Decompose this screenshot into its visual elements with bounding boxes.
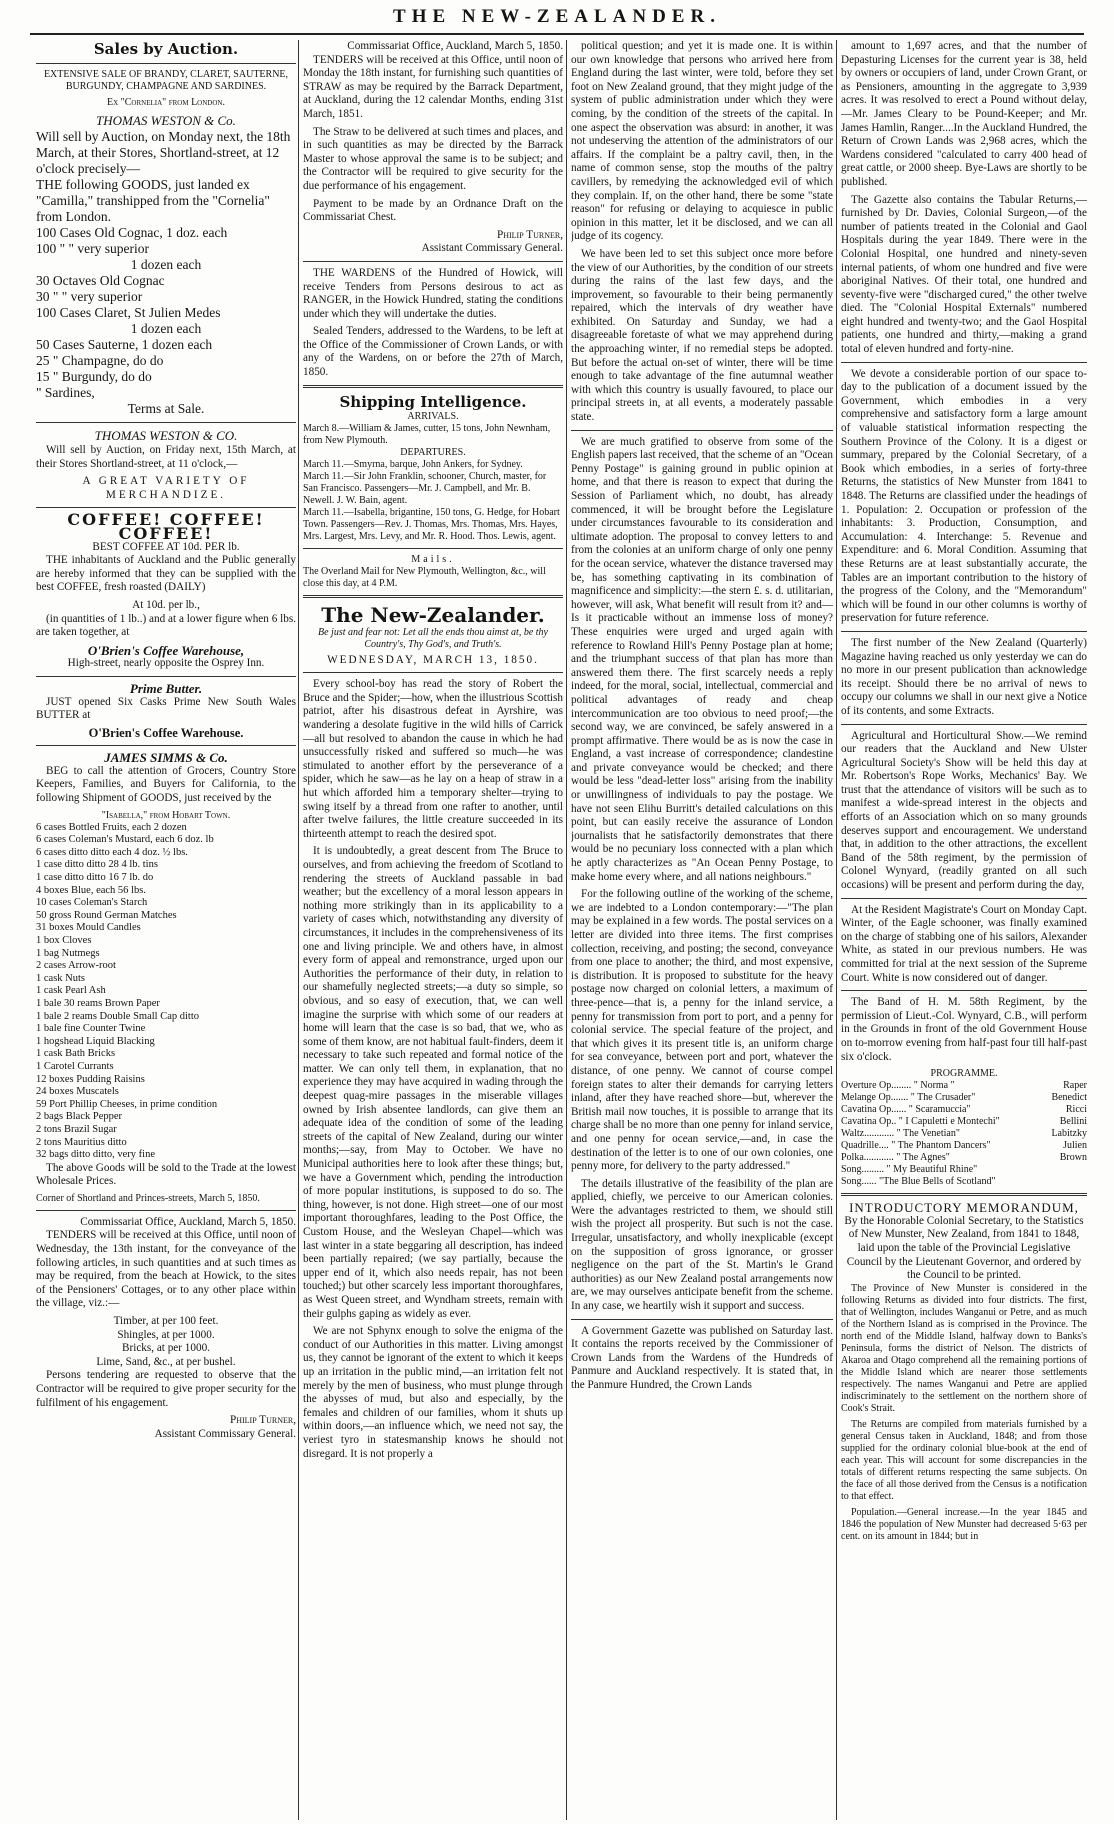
editorial-paragraph: political question; and yet it is made one. It is within our own knowledge that persons who arrived here from England during the last winter, were told, before they set foot on New Zealand ground, that they might judge of the system of public administration under which they were coming, by the condition of the streets of the capital. In one aspect the observation was absurd: in another, it was not undeserving the attention of the administrators of our affairs. If the complaint be a paltry cavil, then, in the name of common sense, stop the mouths of the paltry cavillers, by remedying the acknowledged evil of which they complain. If, on the other hand, there be some "state reason" for refusing or delaying to acquiesce in public opinion in this matter, let it be disclosed, and we can all judge of its cogency. [571,40,833,243]
list-item: 1 bale 30 reams Brown Paper [36,997,160,1009]
column-4 [841,40,1087,1820]
gazette-paragraph: A Government Gazette was published on Saturday last. It contains the reports received by the Commissioner of Crown Lands from the Wardens of the Hundreds of Panmure and Auckland respectively. It is stated that, in the Panmure Hundred, the Crown Lands [571,1324,833,1391]
departure-entry: March 11.—Smyrna, barque, John Ankers, for Sydney. [303,458,523,470]
divider [303,595,563,598]
list-item: 2 cases Arrow-root [36,960,116,972]
editorial-paragraph: Every school-boy has read the story of Robert the Bruce and the Spider;—how, when the illustrious Scottish patriot, after his disastrous defeat in Ayrshire, was wandering a desolate fugitive in the wild hills of Carrick—all but resolved to abandon the cause in which he had unsuccessfully risked and suffered so much—he was stimulated to another effort by the perseverance of a spider, which he saw—as he lay on a heap of straw in a hut which afforded him a temporary shelter—trying to swing itself by a thread from one rafter to another, until after twelve failures, the little creature succeeded in its thirteenth attempt to reach the desired spot. [303,678,563,840]
masthead: THE NEW-ZEALANDER. [393,6,721,27]
cargo-list [36,225,296,417]
divider [571,1319,833,1320]
programme-item: Polka............ " The Agnes" Brown [841,1152,1087,1164]
list-item: Terms at Sale. [127,401,205,416]
column-2 [303,40,563,1820]
list-item: 12 boxes Pudding Raisins [36,1073,145,1085]
list-item: 2 tons Mauritius ditto [36,1136,127,1148]
obrien-name: O'Brien's Coffee Warehouse, [87,642,245,658]
divider [36,745,296,746]
list-item: 50 Cases Sauterne, 1 dozen each [36,337,213,352]
divider [841,724,1087,725]
auction-notice-2: THE following GOODS, just landed ex "Camilla," transhipped from the "Cornelia" from London. [36,177,270,224]
wardens-notice: THE WARDENS of the Hundred of Howick, will receive Tenders from Persons desirous to act as RANGER, in the Howick Hundred, stating the conditions under which they will undertake the duties. [303,266,563,320]
column-3 [571,40,833,1820]
departures-heading: DEPARTURES. [400,446,466,458]
list-item: 100 Cases Old Cognac, 1 doz. each [36,225,228,240]
list-item: Bricks, at per 1000. [122,1342,210,1355]
list-item: 30 Octaves Old Cognac [36,273,165,288]
list-item: 6 cases ditto ditto each 4 doz. ½ lbs. [36,846,188,858]
masthead-rule [30,33,1084,35]
coffee-rate: At 10d. per lb., [132,598,200,611]
divider [303,385,563,388]
butter-heading: Prime Butter. [129,680,203,696]
signature-title: Assistant Commissary General. [421,242,563,255]
auction-notice-3: Will sell by Auction, on Friday next, 15th March, at their Stores Shortland-street, at 11 o'clock,— [36,444,296,470]
divider [303,548,563,549]
departure-entry: March 11.—Isabella, brigantine, 150 tons, G. Hedge, for Hobart Town. Passengers—Rev. J. Thomas, Mrs. Thomas, Mrs. Hayes, Mrs. Largest, Mrs. Levy, and Mr. R. Hood. Thos. Lewis, agent. [303,506,560,542]
list-item: 6 cases Coleman's Mustard, each 6 doz. lb [36,834,214,846]
column-rule [298,40,299,1820]
list-item: 1 bale fine Counter Twine [36,1023,146,1035]
straw-tender: TENDERS will be received at this Office, until noon of Monday the 18th instant, for furnishing such quantities of STRAW as may be required by the Barrack Department, at Auckland, during the 12 calendar Months, ending 31st March, 1851. [303,53,563,120]
signature-title: Assistant Commissary General. [154,1427,296,1440]
list-item: 1 hogshead Liquid Blacking [36,1035,155,1047]
list-item: 15 " Burgundy, do do [36,369,152,384]
list-item: 1 cask Bath Bricks [36,1048,116,1060]
programme-item: Song...... "The Blue Bells of Scotland" [841,1176,996,1188]
arrival-entry: March 8.—William & James, cutter, 15 tons, John Newnham, from New Plymouth. [303,422,551,446]
simms-ship: "Isabella," from Hobart Town. [101,809,231,821]
list-item: 6 cases Bottled Fruits, each 2 dozen [36,821,187,833]
column-rule [566,40,567,1820]
paper-title: The New-Zealander. [321,602,545,627]
straw-tender-3: Payment to be made by an Ordnance Draft on the Commissariat Chest. [303,197,563,224]
auction-notice: Will sell by Auction, on Monday next, the 18th March, at their Stores, Shortland-street, at 12 o'clock precisely— [36,129,291,176]
list-item: 10 cases Coleman's Starch [36,897,148,909]
signature-name: Philip Turner, [229,1414,296,1427]
auction-ex: Ex "Cornelia" from London. [107,97,225,108]
mails-heading: Mails. [411,553,455,565]
simms-text: BEG to call the attention of Grocers, Country Store Keepers, Families, and Buyers for California, to the following Shipment of GOODS, just received by the [36,764,296,805]
simms-heading: JAMES SIMMS & Co. [104,750,228,766]
departure-entry: March 11.—Sir John Franklin, schooner, Church, master, for San Francisco. Passengers—Mr. J. Campbell, and Mr. B. Newell. J. W. Bain, agent. [303,470,547,506]
divider [841,990,1087,991]
paper-motto: Be just and fear not: Let all the ends thou aimst at, be thy Country's, Thy God's, and Truth's. [318,626,548,650]
arrivals-heading: ARRIVALS. [407,410,459,422]
coffee-text: THE inhabitants of Auckland and the Public generally are hereby informed that they can be supplied with the best COFFEE, fresh roasted (DAILY) [36,554,296,594]
goods-list [36,822,296,1162]
list-item: 30 " " very superior [36,289,143,304]
programme-item: Cavatina Op.. " I Capuletti e Montechi" Bellini [841,1116,1087,1128]
auctioneer-2: THOMAS WESTON & CO. [94,428,238,443]
programme-item: Melange Op....... " The Crusader" Benedict [841,1092,1087,1104]
court-paragraph: At the Resident Magistrate's Court on Monday Capt. Winter, of the Eagle schooner, was finally examined on the charge of stabbing one of his sailors, Alexander White, as stated in our previous numbers. He was committed for trial at the next session of the Supreme Court. White is now considered out of danger. [841,903,1087,984]
list-item: 50 gross Round German Matches [36,909,177,921]
divider [303,261,563,262]
divider [36,507,296,508]
memorandum-paragraph: The Province of New Munster is considered in the following Returns as divided into four districts. The first, that of Wellington, includes Wanganui or Petre, and as much of the Northern Island as is comprised in the Province. The north end of the Middle Island, halfway down to Banks's Peninsula, forms the district of Nelson. The districts of Akaroa and Otago comprehend all the remaining portions of the Middle Island which are nearer those settlements respectively. The names Wanganui and Petre are applied indiscriminately to the settlement on the northern shore of Cook's Strait. [841,1282,1087,1414]
auction-sub: EXTENSIVE SALE OF BRANDY, CLARET, SAUTERNE, BURGUNDY, CHAMPAGNE AND SARDINES. [43,69,289,92]
divider [841,898,1087,899]
gazette-paragraph: amount to 1,697 acres, and that the number of Depasturing Licenses for the current year is 38, held by owners or occupiers of land, under Crown Grant, or as Pensioners, amounting in the aggregate to 3,939 acres. It was resolved to erect a Pound without delay,—Mr. James Cleary to be Pound-Keeper; and Mr. James Hamlin, Ranger....In the Auckland Hundred, the Return of Crown Lands was 2,968 acres, which the Wardens considered "calculated to carry 400 head of great cattle, or 2000 sheep. Bye-Laws are shortly to be published. [841,40,1087,188]
show-paragraph: Agricultural and Horticultural Show.—We remind our readers that the Auckland and New Ulster Agricultural Society's Show will be held this day at Mr. Robertson's Rope Works, Mechanics' Bay. We trust that the attendance of visitors will be such as to manifest a wide-spread interest in the objects and efforts of an Association which on so many grounds deserves support and encouragement. We understand that, in addition to the other attractions, the excellent Band of the 58th regiment, by the permission of Colonel Wynyard, (readily granted on all such occasions) will be present and perform during the day, [841,729,1087,892]
tender-items [36,1315,296,1369]
editorial-paragraph: We are not Sphynx enough to solve the enigma of the conduct of our Authorities in this matter. Living amongst us, they cannot be ignorant of the extent to which it keeps up an irritation in the public mind,—an irritation felt not merely by the men of business, who must plunge through the abysses of mud, but also and especially, by the females and children of our families, whom it shuts up within doors,—an influence which, we need not say, the veriest tyro in statesmanship knows he should not disregard. It is not properly a [303,1325,563,1460]
programme-item: Song......... " My Beautiful Rhine" [841,1164,978,1176]
coffee-qty: (in quantities of 1 lb..) and at a lower figure when 6 lbs. are taken together, at [36,612,296,639]
commissariat-office: Commissariat Office, Auckland, March 5, 1850. [80,1215,296,1228]
list-item: 59 Port Phillip Cheeses, in prime condition [36,1098,218,1110]
programme-heading: PROGRAMME. [930,1068,998,1080]
tenders-tail: Persons tendering are requested to observe that the Contractor will be required to give proper security for the fulfilment of his engagement. [36,1369,296,1409]
programme-item: Waltz............ " The Venetian" Labitzky [841,1128,1087,1140]
list-item: 2 tons Brazil Sugar [36,1123,117,1135]
programme-list [841,1080,1087,1188]
tenders-text: TENDERS will be received at this Office, until noon of Wednesday, the 13th instant, for the conveyance of the following articles, in such quantities and at such times as may be required, from the beach at Howick, to the sites of the Pensioners' Cottages, or to any other place within the village, viz.:— [36,1229,296,1310]
divider [841,631,1087,632]
divider [36,676,296,677]
goods-tail: The above Goods will be sold to the Trade at the lowest Wholesale Prices. [36,1161,296,1188]
butter-text: JUST opened Six Casks Prime New South Wales BUTTER at [36,695,296,722]
postage-paragraph: The details illustrative of the feasibility of the plan are applied, chiefly, we perceive to our American colonies. Were the advantages restricted to them, we should still wish the project all prosperity. But such is not the case. Irregular, unsatisfactory, and wholly inexplicable (except on the supposition of gross ignorance, or grosser negligence on the part of the St. Martin's le Grand authorities) as our New Zealand postal arrangements now are, we may ourselves anticipate benefit from the scheme. In any case, we heartily wish it support and success. [571,1177,833,1313]
simms-corner: Corner of Shortland and Princes-streets, March 5, 1850. [36,1192,260,1204]
list-item: 1 case ditto ditto 28 4 lb. tins [36,859,158,871]
butter-where: O'Brien's Coffee Warehouse. [88,725,244,740]
merchandize: A GREAT VARIETY OF MERCHANDIZE. [82,475,250,501]
wardens-notice-2: Sealed Tenders, addressed to the Wardens, to be left at the Office of the Commissioner of Crown Lands, or with any of the Wardens, on or before the 27th of March, 1850. [303,325,563,379]
programme-item: Cavatina Op...... " Scaramuccia" Ricci [841,1104,1087,1116]
postage-paragraph: We are much gratified to observe from some of the English papers last received, that the scheme of an "Ocean Penny Postage" is gaining ground in public opinion at home, and that there is reason to expect that during the Session of Parliament which, no doubt, has already commenced, it will be brought before the Legislature under circumstances favourable to its consideration and ultimate adoption. The proposal to convey letters to and from the colonies at an uniform charge of only one penny for the ocean service, whatever the distance traversed may be, has something captivating in its combination of magnificence and simplicity:—the stern £. s. d. utilitarian, however, will ask, What benefit will result from it? and—Is it practicable without an immense loss of money? These enquiries were urged and urged again with reference to Rowland Hill's Penny Postage plan at home; and the triumphant success of that plan has more than answered them there. The first scarcely needs a reply indeed, for the moral, social, intellectual, commercial and political advantages of ready and cheap intercommunication are too obvious to need proof;—the second way, we are convinced, be safely answered in a prompt affirmative. There would be as is now the case in England, a vast increase of correspondence; clandestine and private conveyance would be checked; and there would be less "dead-letter loss" arising from the inability or unwillingness of individuals to pay the postage. We have not seen Elihu Burritt's detailed calculations on this point, but can easily receive the assurance of London journalists that he satisfactorily demonstrates that there would be no pecuniary loss connected with a plan which he aptly characterizes as "An Ocean Penny Postage, to make home every where, and all nations neighbours." [571,435,833,883]
obrien-address: High-street, nearly opposite the Osprey Inn. [67,657,265,670]
list-item: 31 boxes Mould Candles [36,922,141,934]
issue-date: WEDNESDAY, MARCH 13, 1850. [327,653,539,666]
straw-tender-2: The Straw to be delivered at such times and places, and in such quantities as may be directed by the Barrack Master to whose approval the same is to be subject; and the Contractor will be required to give security for the due performance of his engagement. [303,125,563,192]
divider [841,362,1087,363]
editorial-paragraph: We have been led to set this subject once more before the view of our Authorities, by the condition of our streets during the rains of the last few days, and the improvement, so favourable to their being permanently repaired, which the intervals of dry weather have exhibited. On Saturday and Sunday, we had a disagreeable foretaste of what we may apprehend during the approaching winter, if no remedial steps be adopted. But before the actual on-set of winter, there will be time enough to take advantage of the fine autumnal weather with which this country is usually favoured, to place our principal streets in, at all events, a moderately passable state. [571,247,833,424]
divider [36,1210,296,1211]
signature-name: Philip Turner, [496,228,563,241]
list-item: 24 boxes Muscatels [36,1086,119,1098]
list-item: 25 " Champagne, do do [36,353,164,368]
list-item: 1 dozen each [130,257,202,272]
column-1 [36,40,296,1820]
list-item: " Sardines, [36,385,95,400]
list-item: 1 dozen each [130,321,202,336]
shipping-heading: Shipping Intelligence. [339,392,527,411]
auctioneer: THOMAS WESTON & Co. [96,113,236,128]
statistics-paragraph: We devote a considerable portion of our space to-day to the publication of a document issued by the Government, which embodies in a very comprehensive and satisfactory form a large amount of valuable statistical information respecting the Southern Province of the Colony. It is a digest or summary, prepared by the Colonial Secretary, of a Book which embodies, in a series of forty-three Returns, the statistics of New Munster from 1841 to 1848. The Returns are classified under the headings of 1. Population: 2. Occupation or profession of the inhabitants: 3. Production, Consumption, and Accumulation: 4. Interchange: 5. Revenue and Expenditure: and 6. Moral Condition. Assuming that these Returns are at least substantially accurate, the Tables are an important contribution to the history of the progress of the Colony, and the "Memorandum" which will be found in our other columns is worthy of preservation for future reference. [841,367,1087,625]
coffee-price: BEST COFFEE AT 10d. PER lb. [92,540,240,553]
list-item: Lime, Sand, &c., at per bushel. [96,1355,236,1368]
postage-paragraph: For the following outline of the working of the scheme, we are indebted to a London contemporary:—"The plan may be explained in a few words. The postal services on a letter are divided into three items. The first comprises collection, receiving, and posting; the second, conveyance from one place to another; the third, and most expensive, is distribution. It is proposed to substitute for the heavy postage now charged on colonial letters, a maximum of three-pence—that is, a penny for the inland service, a penny for transmission from port to port, and a penny for colonial service. The special feature of the project, and that which gives it its present title is, an uniform charge for sea conveyance, between port and port, whatever the distance, of one penny. We cannot of course compel foreign states to alter their demands for carrying letters inland, after they have reached shore—but, wherever the British mail now touches, it is possible to arrange that its charge shall be no more than one penny for inland service, and one penny for ocean service,—and, in case the destination of the letter is to one of our own colonies, one penny more, for delivery to the party addressed." [571,888,833,1173]
list-item: 100 " " very superior [36,241,149,256]
divider [36,63,296,64]
memorandum-heading: INTRODUCTORY MEMORANDUM, [849,1200,1079,1216]
band-paragraph: The Band of H. M. 58th Regiment, by the permission of Lieut.-Col. Wynyard, C.B., will perform in the Grounds in front of the old Government House on to-morrow evening from half-past four till half-past six o'clock. [841,996,1087,1063]
list-item: 1 Carotel Currants [36,1060,114,1072]
programme-item: Overture Op........ " Norma " Raper [841,1080,1087,1092]
memorandum-subheading: By the Honorable Colonial Secretary, to the Statistics of New Munster, New Zealand, from 1841 to 1848, laid upon the table of the Provincial Legislative Council by the Lieutenant Governor, and ordered by the Council to be printed. [844,1214,1084,1282]
memorandum-paragraph: The Returns are compiled from materials furnished by a general Census taken in Auckland, 1848; and from those supplied for the ordinary colonial blue-book at the end of each year. This will account for some discrepancies in the totals of different returns respecting the same subjects. On the face of all those derived from the Census is a notification to that effect. [841,1418,1087,1502]
list-item: 1 cask Pearl Ash [36,985,106,997]
programme-item: Quadrille.... " The Phantom Dancers" Julien [841,1140,1087,1152]
divider [303,672,563,673]
divider [571,430,833,431]
list-item: 2 bags Black Pepper [36,1111,123,1123]
list-item: Timber, at per 100 feet. [113,1315,219,1328]
divider [36,422,296,423]
column-rule [836,40,837,1820]
list-item: 32 bags ditto ditto, very fine [36,1149,155,1161]
magazine-paragraph: The first number of the New Zealand (Quarterly) Magazine having reached us only yesterday we can do no more in our present publication than acknowledge its receipt. Should there be no arrival of news to occupy our columns we shall in our next give a Notice of its contents, and some Extracts. [841,636,1087,717]
coffee-banner: COFFEE! COFFEE! COFFEE! [67,510,265,543]
auction-heading: Sales by Auction. [93,40,239,58]
list-item: 1 box Cloves [36,935,92,946]
list-item: 100 Cases Claret, St Julien Medes [36,305,221,320]
editorial-paragraph: It is undoubtedly, a great descent from The Bruce to ourselves, and from achieving the freedom of Scotland to rendering the streets of Auckland passable in bad weather; but the excellency of a moral lesson appears in nothing more strikingly than in its applicability to a variety of cases which, notwithstanding any diversity of circumstances, it includes in the comprehensiveness of its one and living principle. We and others have, in almost every form of appeal and remonstrance, urged upon our Authorities the performance of their duty, in relation to our shamefully neglected streets;—a duty so simple, so obvious, and so easy of execution, that, we can well imagine the surprise with which some of our readers at home will learn that the case is so bad, that we, who as some of them know, are not habitual fault-finders, deem it necessary to take such repeated and formal notice of the matter. We can only tell them, in explanation, that no experience they may have acquired in wading through the deepest quag-mire passages in the miserable villages owned by Irish absentee landlords, can give them an adequate idea of the condition of some of the leading streets of the capital of New Zealand, during our winter months;—say, from May to October. We have no Municipal authorities here to look after these things; but, we have a Government which, pending the introduction of more popular institutions, is supposed to do so. The thing, however, is not done. High street—one of our most important thoroughfares, leading to the Post Office, the Custom House, and the Wesleyan Chapel—which was last winter in a state beggaring all description, has indeed been partially repaired; (we say partially, because the upper end of it, which also needs repair, has not been touched;) but other scarcely less important thoroughfares, as West Queen street, and Wyndham streets, remain with their gulphs gaping as widely as ever. [303,845,563,1320]
divider [841,1193,1087,1196]
hospital-paragraph: The Gazette also contains the Tabular Returns,—furnished by Dr. Davies, Colonial Surgeon,—of the number of patients treated in the Colonial and Gaol Hospitals during the year 1849. There were in the Colonial Hospital, one hundred and ninety-seven internal patients, of whom one hundred and five were aboriginal Natives. Of their total, one hundred and seventy-five were "discharged cured," the other twelve died. The "Colonial Hospital Externals" numbered eight hundred and twenty-two; and the Gaol Hospital patients, one hundred and thirty,—making a grand total of eleven hundred and forty-nine. [841,193,1087,356]
list-item: Shingles, at per 1000. [117,1328,215,1341]
list-item: 1 case ditto ditto 16 7 lb. do [36,872,154,884]
list-item: 1 bag Nutmegs [36,947,100,959]
list-item: 1 cask Nuts [36,972,85,984]
list-item: 4 boxes Blue, each 56 lbs. [36,884,146,896]
commissariat-office: Commissariat Office, Auckland, March 5, 1850. [347,40,563,52]
memorandum-paragraph: Population.—General increase.—In the year 1845 and 1846 the population of New Munster had decreased 5·63 per cent. on its amount in 1844; but in [841,1506,1087,1542]
mails-text: The Overland Mail for New Plymouth, Wellington, &c., will close this day, at 4 P.M. [303,565,546,589]
list-item: 1 bale 2 reams Double Small Cap ditto [36,1010,200,1022]
